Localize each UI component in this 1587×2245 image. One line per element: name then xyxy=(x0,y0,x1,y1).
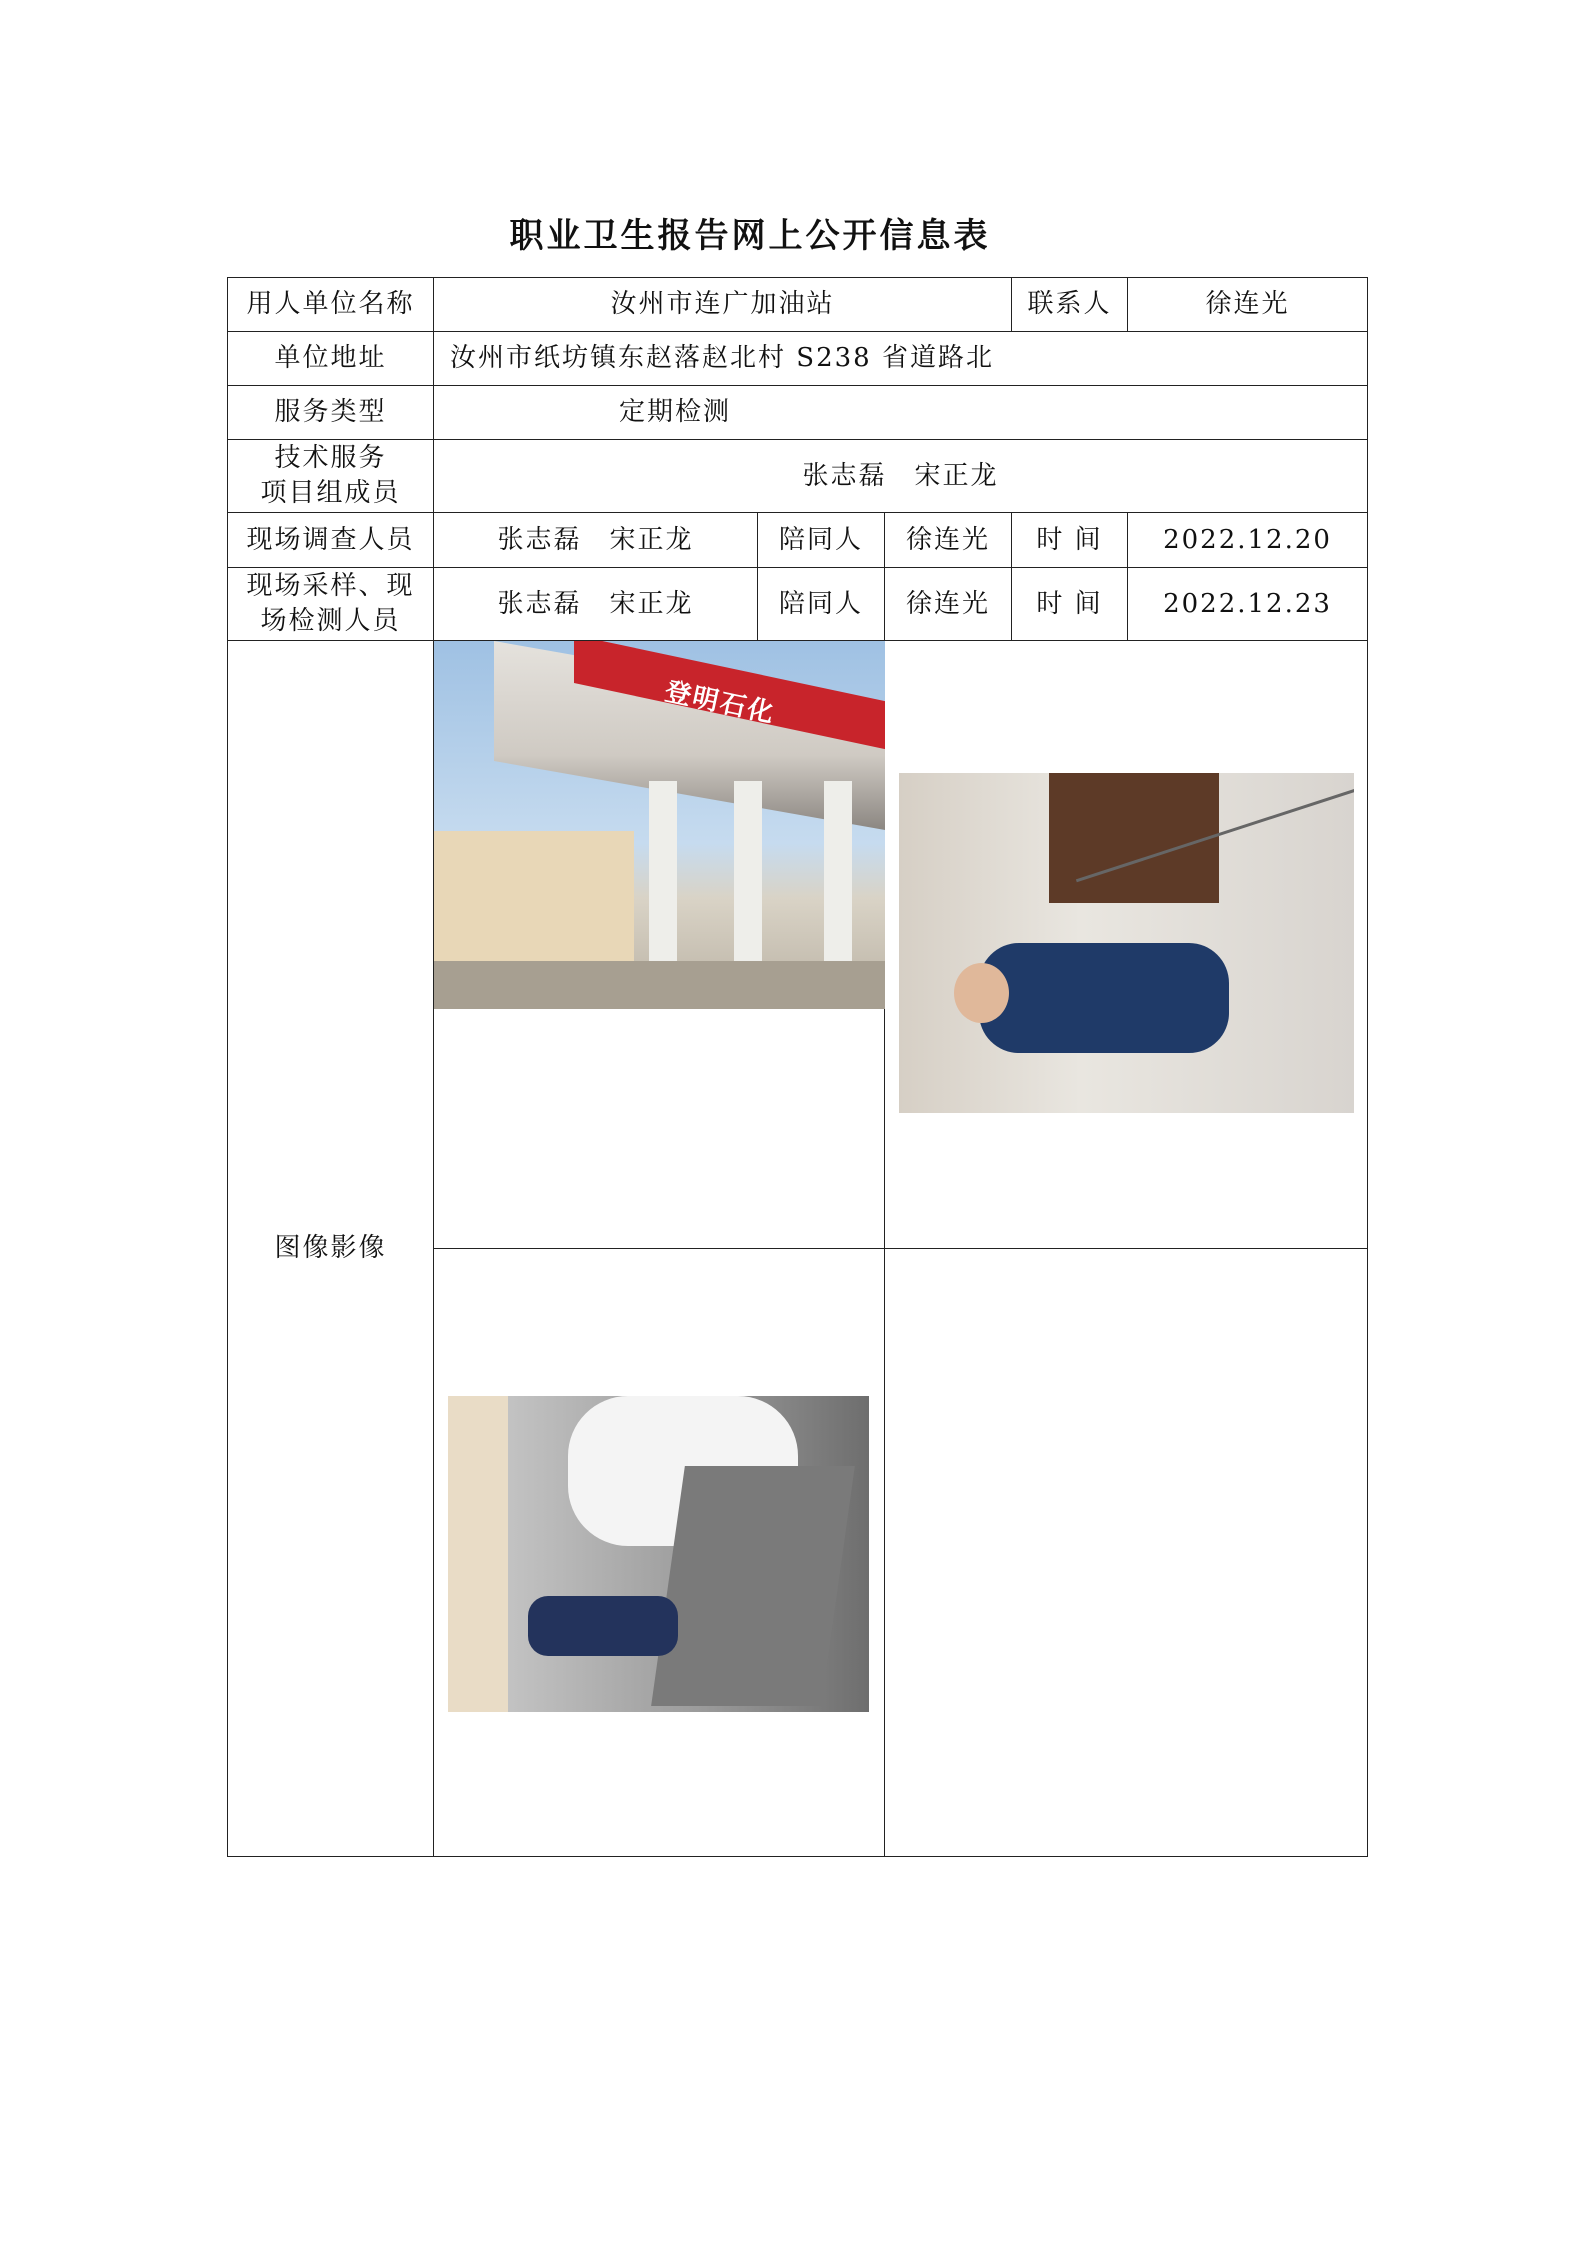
photo-cell-3 xyxy=(434,1249,885,1857)
photo-cell-4-empty xyxy=(885,1249,1368,1857)
sampling-accomp-label: 陪同人 xyxy=(758,568,885,641)
survey-accomp: 徐连光 xyxy=(885,513,1012,568)
sampling-time: 2022.12.23 xyxy=(1128,568,1368,641)
building-shape xyxy=(434,831,634,961)
employer-value: 汝州市连广加油站 xyxy=(434,278,1012,332)
ramp-shape xyxy=(651,1466,855,1706)
team-label xyxy=(228,440,434,513)
service-value: 定期检测 xyxy=(434,386,1368,440)
gas-station-photo xyxy=(434,641,885,1009)
row-service xyxy=(228,386,1368,440)
wall-shape xyxy=(448,1396,508,1712)
sampling-label xyxy=(228,568,434,641)
pillar xyxy=(824,781,852,981)
survey-staff: 张志磊 宋正龙 xyxy=(434,513,758,568)
survey-label: 现场调查人员 xyxy=(228,513,434,568)
team-label-line2: 项目组成员 xyxy=(260,478,401,508)
row-team xyxy=(228,440,1368,513)
person-shape xyxy=(528,1596,678,1656)
head-shape xyxy=(954,963,1009,1023)
page-title: 职业卫生报告网上公开信息表 xyxy=(509,216,991,256)
service-label: 服务类型 xyxy=(228,386,434,440)
info-table xyxy=(227,277,1368,1857)
row-images-top xyxy=(228,641,1368,1249)
sampling-time-label: 时 间 xyxy=(1012,568,1128,641)
contact-value: 徐连光 xyxy=(1128,278,1368,332)
ground-shape xyxy=(434,961,885,1009)
photo-cell-2 xyxy=(885,641,1368,1249)
survey-time-label: 时 间 xyxy=(1012,513,1128,568)
indoor-measurement-photo xyxy=(899,773,1354,1113)
sampling-accomp: 徐连光 xyxy=(885,568,1012,641)
address-value: 汝州市纸坊镇东赵落赵北村 S238 省道路北 xyxy=(434,332,1368,386)
images-label: 图像影像 xyxy=(228,641,434,1857)
survey-accomp-label: 陪同人 xyxy=(758,513,885,568)
survey-time: 2022.12.20 xyxy=(1128,513,1368,568)
brand-logo-text: 登明石化 xyxy=(662,676,779,730)
address-label: 单位地址 xyxy=(228,332,434,386)
door-shape xyxy=(1049,773,1219,903)
sampling-label-line1: 现场采样、现 xyxy=(246,571,415,601)
person-shape xyxy=(979,943,1229,1053)
row-address xyxy=(228,332,1368,386)
dispenser-sampling-photo xyxy=(448,1396,869,1712)
row-employer xyxy=(228,278,1368,332)
pillar xyxy=(649,781,677,981)
team-value: 张志磊 宋正龙 xyxy=(434,440,1368,513)
sampling-label-line2: 场检测人员 xyxy=(260,606,401,636)
sampling-staff: 张志磊 宋正龙 xyxy=(434,568,758,641)
pillar xyxy=(734,781,762,981)
team-label-line1: 技术服务 xyxy=(274,443,387,473)
row-survey xyxy=(228,513,1368,568)
contact-label: 联系人 xyxy=(1012,278,1128,332)
photo-cell-1 xyxy=(434,641,885,1249)
employer-label: 用人单位名称 xyxy=(228,278,434,332)
row-sampling xyxy=(228,568,1368,641)
